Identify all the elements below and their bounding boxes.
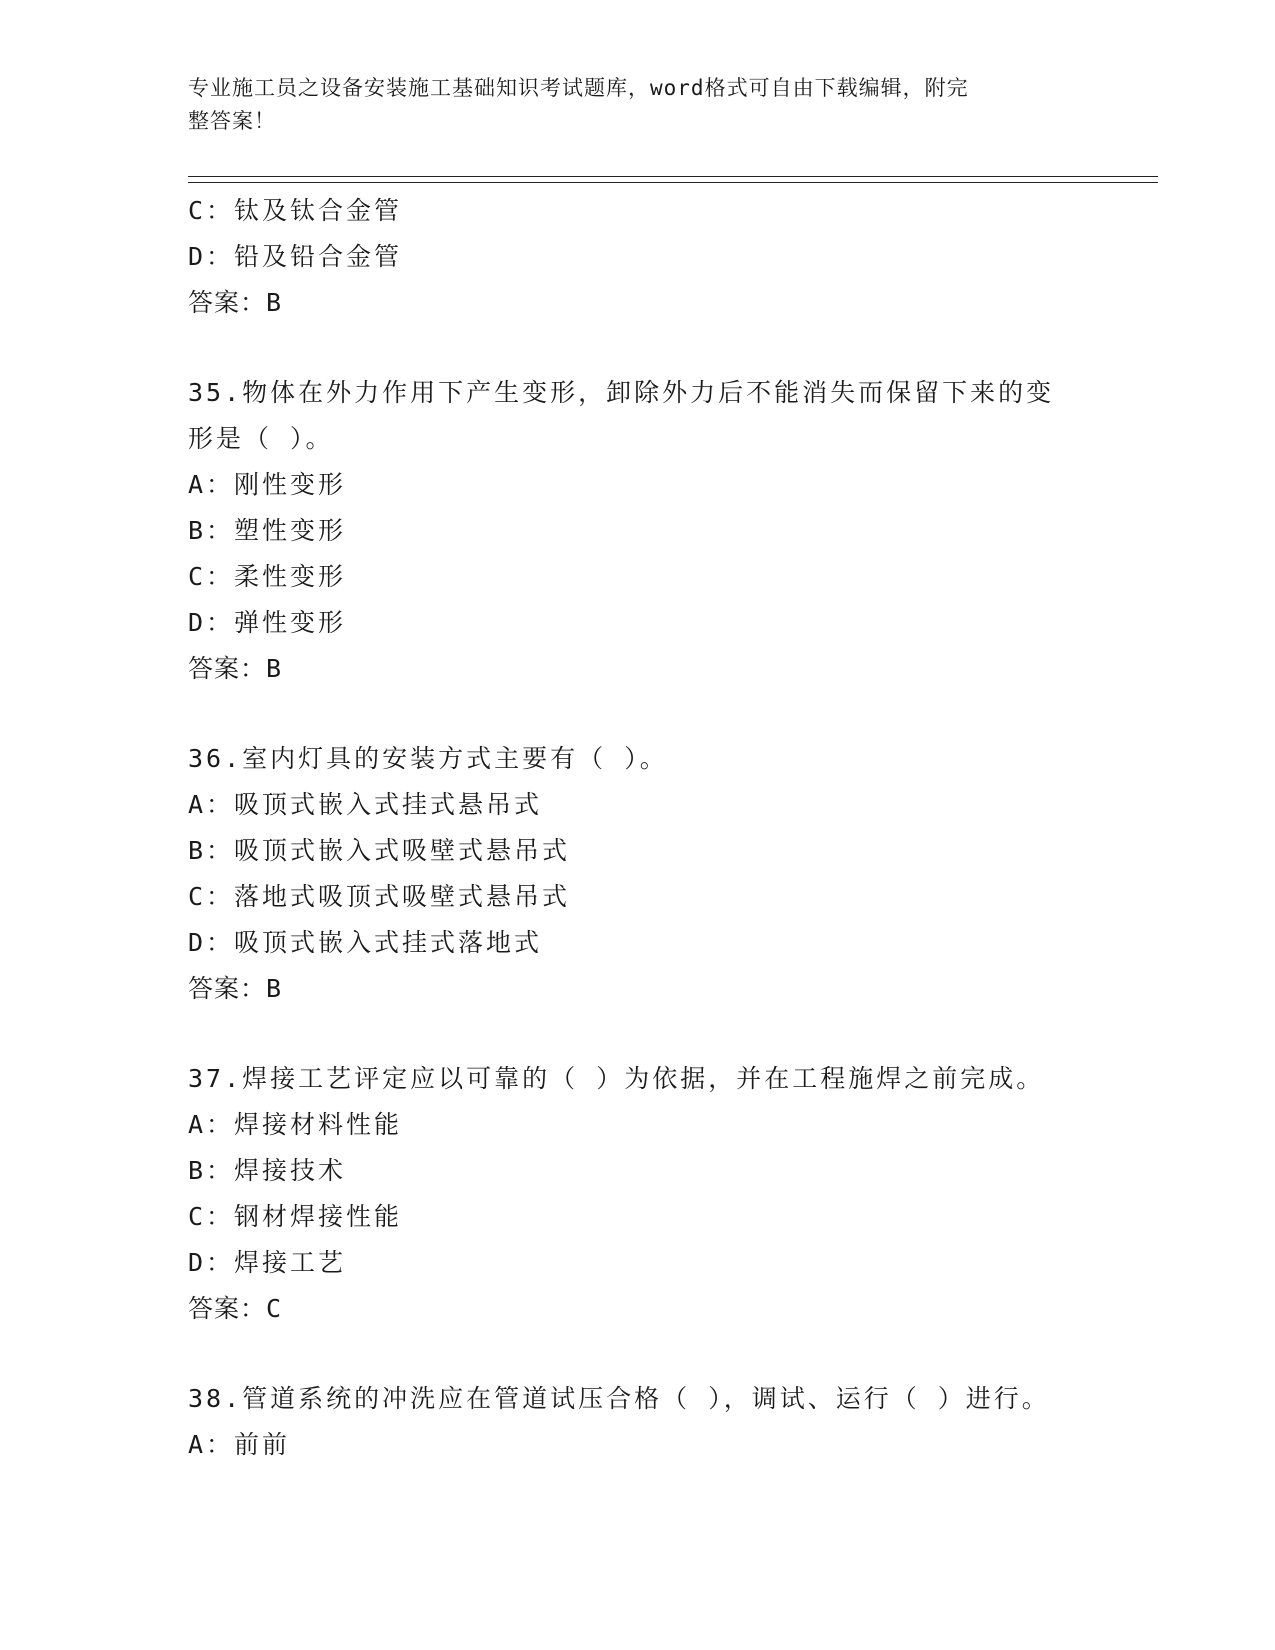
header-line-2: 整答案！ <box>188 109 276 133</box>
question-stem-line-2: 形是（ ）。 <box>188 424 334 453</box>
option-b: B：吸顶式嵌入式吸壁式悬吊式 <box>188 836 571 865</box>
header-divider-bottom <box>188 182 1158 183</box>
option-d: D：吸顶式嵌入式挂式落地式 <box>188 928 543 957</box>
question-36 <box>188 736 1088 1012</box>
question-stem: 37.焊接工艺评定应以可靠的（ ）为依据，并在工程施焊之前完成。 <box>188 1064 1045 1093</box>
question-37 <box>188 1056 1088 1332</box>
question-stem: 38.管道系统的冲洗应在管道试压合格（ ），调试、运行（ ）进行。 <box>188 1384 1050 1413</box>
question-35 <box>188 370 1088 692</box>
option-d: D：焊接工艺 <box>188 1248 347 1277</box>
question-stem-line-1: 35.物体在外力作用下产生变形，卸除外力后不能消失而保留下来的变 <box>188 378 1055 407</box>
option-c: C：落地式吸顶式吸壁式悬吊式 <box>188 882 571 911</box>
answer: 答案：B <box>188 654 283 683</box>
answer: 答案：B <box>188 974 283 1003</box>
question-34-continued <box>188 188 1088 326</box>
document-header <box>188 72 1068 138</box>
option-c: C：柔性变形 <box>188 562 347 591</box>
question-38 <box>188 1376 1088 1468</box>
option-b: B：焊接技术 <box>188 1156 347 1185</box>
header-divider-top <box>188 176 1158 177</box>
option-c: C：钛及钛合金管 <box>188 196 403 225</box>
option-d: D：弹性变形 <box>188 608 347 637</box>
answer: 答案：B <box>188 288 283 317</box>
option-d: D：铅及铅合金管 <box>188 242 403 271</box>
header-line-1: 专业施工员之设备安装施工基础知识考试题库，word格式可自由下载编辑，附完 <box>188 76 969 100</box>
answer: 答案：C <box>188 1294 283 1323</box>
option-b: B：塑性变形 <box>188 516 347 545</box>
option-a: A：焊接材料性能 <box>188 1110 403 1139</box>
option-a: A：吸顶式嵌入式挂式悬吊式 <box>188 790 543 819</box>
question-stem: 36.室内灯具的安装方式主要有（ ）。 <box>188 744 668 773</box>
question-list <box>188 188 1088 1468</box>
option-a: A：刚性变形 <box>188 470 347 499</box>
option-a: A：前前 <box>188 1430 291 1459</box>
option-c: C：钢材焊接性能 <box>188 1202 403 1231</box>
